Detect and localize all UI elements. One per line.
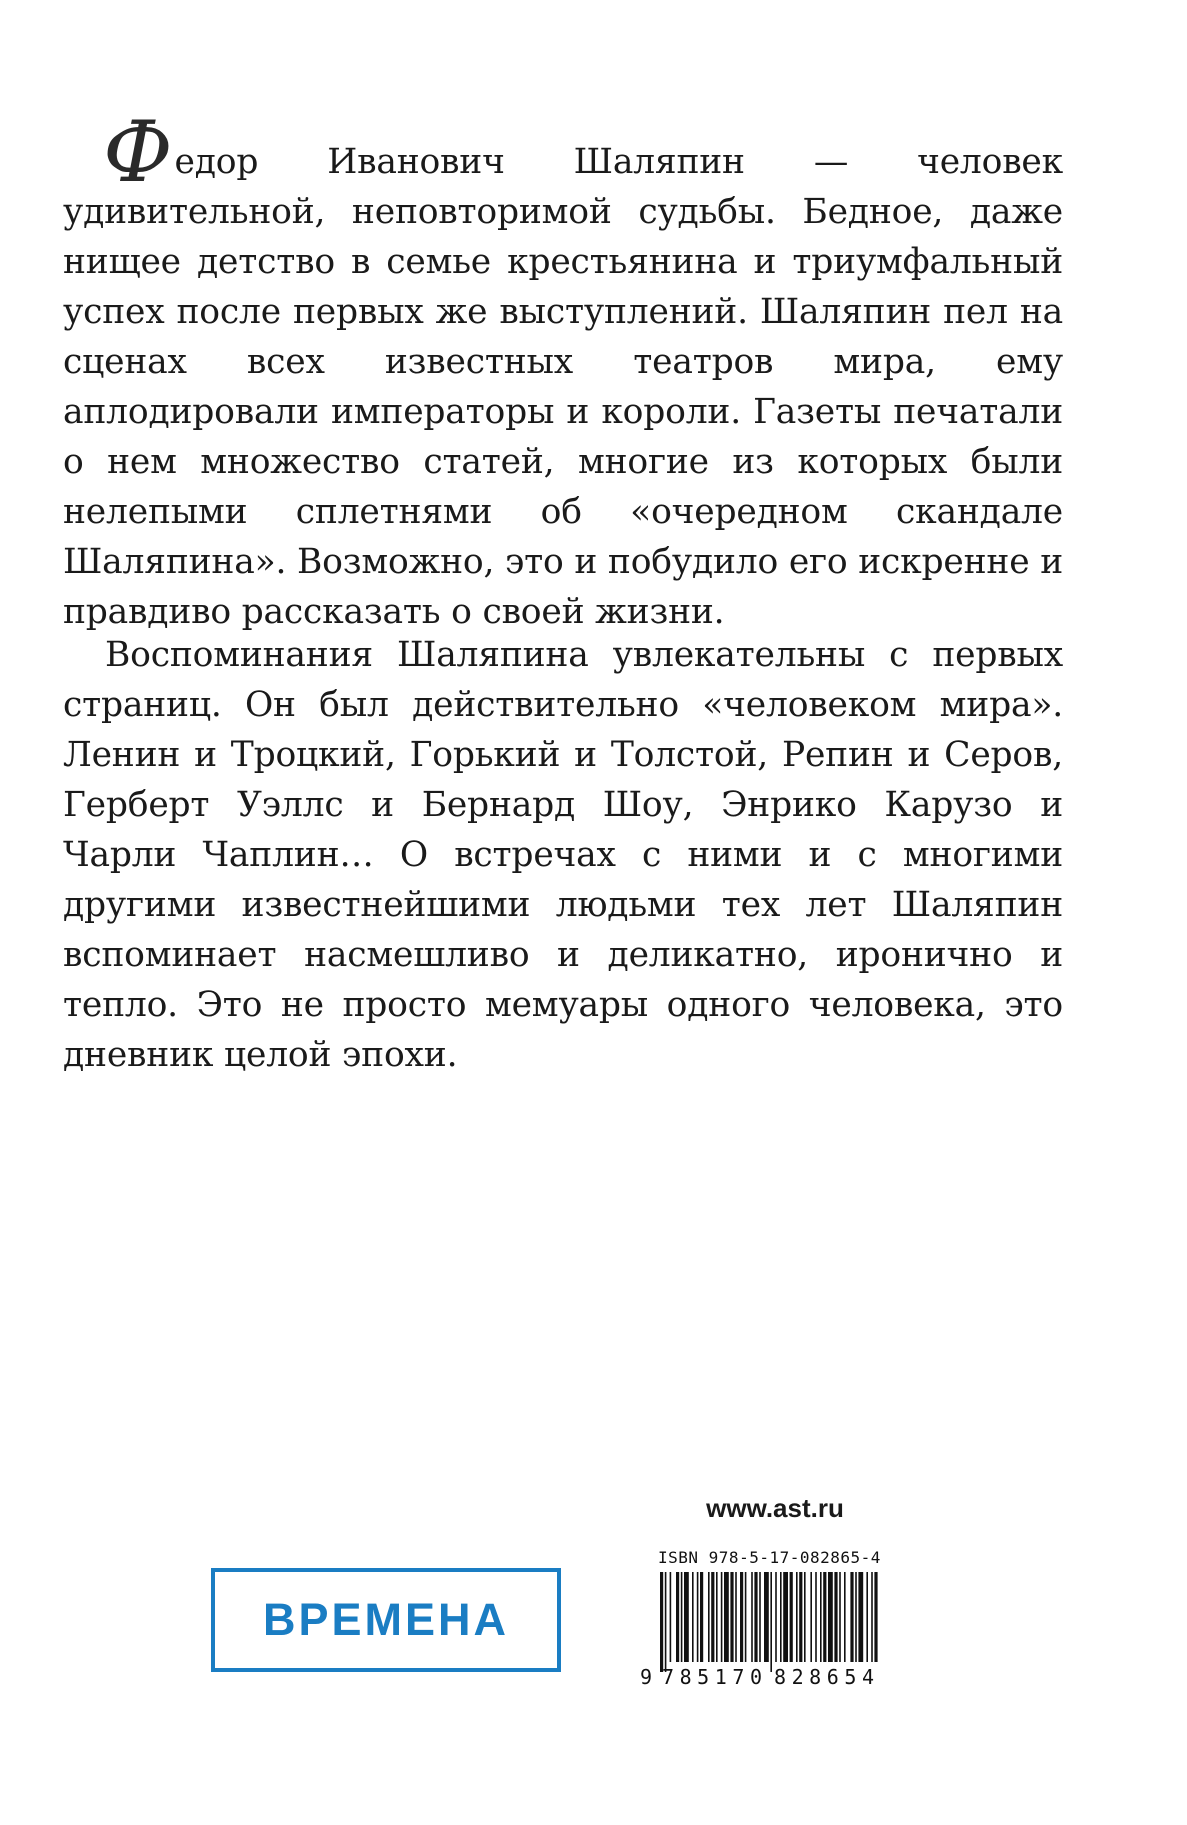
barcode-bar [759, 1572, 761, 1662]
isbn-label: ISBN 978-5-17-082865-4 [658, 1548, 881, 1567]
isbn-barcode-block [638, 1548, 900, 1688]
description-paragraph-2 [63, 630, 1063, 1080]
barcode-bar [799, 1572, 802, 1662]
barcode-bar [681, 1572, 683, 1662]
barcode-bar [721, 1572, 723, 1662]
barcode-bar [855, 1572, 857, 1662]
barcode-bar [796, 1572, 798, 1662]
barcode-bar [858, 1572, 863, 1662]
barcode-bar [730, 1572, 733, 1662]
series-logo-text: ВРЕМЕНА [262, 1594, 510, 1645]
barcode-bar [790, 1572, 793, 1662]
barcode-bar [676, 1572, 679, 1662]
barcode-bar [874, 1572, 877, 1662]
barcode-bar [820, 1572, 822, 1662]
barcode-bar [828, 1572, 833, 1662]
description-paragraph-1 [63, 103, 1064, 637]
barcode-bar [735, 1572, 737, 1662]
barcode-bar [711, 1572, 714, 1662]
barcode-bar [844, 1572, 846, 1662]
barcode-bar [670, 1572, 672, 1662]
barcode-bar [850, 1572, 853, 1662]
publisher-website: www.ast.ru [706, 1493, 844, 1523]
barcode-bar [740, 1572, 743, 1662]
barcode-bar [751, 1572, 753, 1662]
barcode-bar [754, 1572, 757, 1662]
barcode-bar [692, 1572, 694, 1662]
barcode-bar [834, 1572, 837, 1662]
barcode-bar [684, 1572, 689, 1662]
barcode-bar [780, 1572, 782, 1662]
barcode-bar [815, 1572, 817, 1662]
paragraph-2-text: Воспоминания Шаляпина увлекательны с первых страниц. Он был действительно «человеком мира». Ленин и Троцкий, Горький и Толстой, Репин и Серов, Герберт Уэллс и Бернард Шоу, Энрико Карузо и Чарли Чаплин… О встречах с ними и с многими другими известнейшими людьми тех лет Шаляпин вспоминает насмешливо и деликатно, иронично и тепло. Это не просто мемуары одного человека, это дневник целой эпохи. [63, 635, 1063, 1075]
barcode-icon [638, 1572, 900, 1688]
barcode-bar [716, 1572, 718, 1662]
barcode-bar [764, 1572, 769, 1662]
barcode-bar [839, 1572, 841, 1662]
barcode-bar [697, 1572, 699, 1662]
drop-cap-letter: Ф [103, 103, 173, 201]
barcode-bar [745, 1572, 747, 1662]
barcode-bar [708, 1572, 710, 1662]
barcode-right-digits: 828654 [774, 1665, 874, 1688]
barcode-bar [804, 1572, 806, 1662]
barcode-bar [700, 1572, 703, 1662]
barcode-bar [866, 1572, 868, 1662]
paragraph-1-text: едор Иванович Шаляпин — человек удивительной, неповторимой судьбы. Бедное, даже нищее детство в семье крестьянина и триумфальный успех после первых же выступлений. Шаляпин пел на сценах всех известных театров мира, ему аплодировали императоры и короли. Газеты печатали о нем множество статей, многие из которых были нелепыми сплетнями об «очередном скандале Шаляпина». Возможно, это и побудило его искренне и правдиво рассказать о своей жизни. [63, 142, 1064, 632]
barcode-bar [724, 1572, 729, 1662]
barcode-bar [660, 1572, 663, 1672]
barcode-bar [775, 1572, 777, 1662]
barcode-bar [783, 1572, 788, 1662]
barcode-bar [871, 1572, 873, 1662]
barcode-first-digit: 9 [640, 1665, 653, 1688]
barcode-bar [810, 1572, 812, 1662]
barcode-bar [823, 1572, 826, 1662]
barcode-left-digits: 785170 [662, 1665, 762, 1688]
series-logo [211, 1568, 561, 1672]
barcode-bar [665, 1572, 667, 1672]
barcode-bar [770, 1572, 772, 1672]
